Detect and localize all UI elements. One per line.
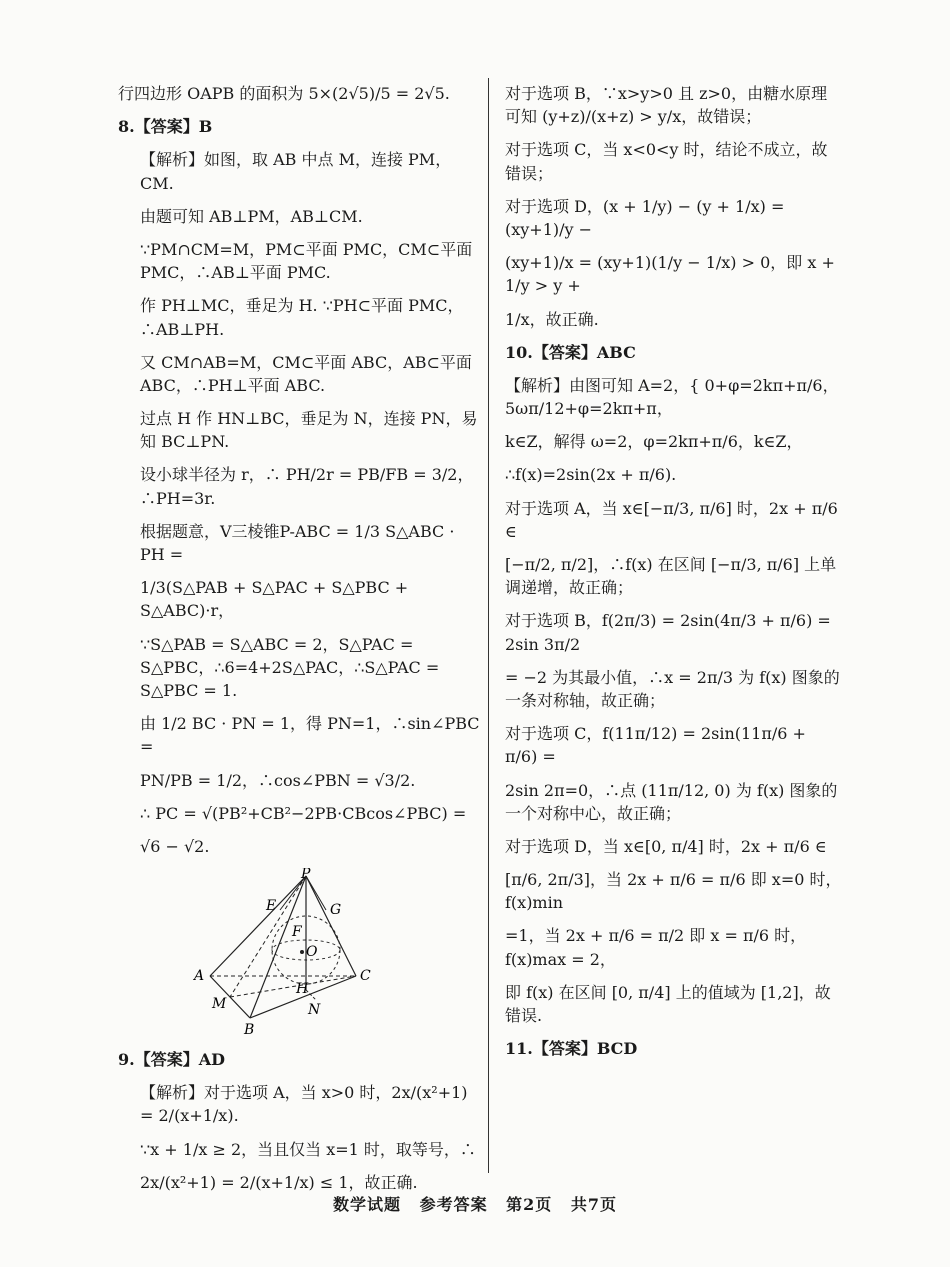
label-g: G <box>330 902 342 919</box>
page-footer <box>0 1192 950 1215</box>
footer-answer: 参考答案 <box>419 1195 488 1214</box>
text-line: 【解析】对于选项 A，当 x>0 时，2x/(x²+1) = 2/(x+1/x). <box>140 1083 468 1126</box>
text-line: PN/PB = 1/2，∴cos∠PBN = √3/2. <box>140 770 416 790</box>
text-line: 对于选项 D，当 x∈[0, π/4] 时，2x + π/6 ∈ <box>505 836 827 856</box>
text-line: 作 PH⊥MC，垂足为 H. ∵PH⊂平面 PMC，∴AB⊥PH. <box>140 296 464 339</box>
text-line: 2sin 2π=0，∴点 (11π/12, 0) 为 f(x) 图象的一个对称中心，故正确； <box>505 780 838 823</box>
pyramid-diagram <box>188 868 408 1038</box>
answer-q9: 9.【答案】AD <box>118 1050 225 1070</box>
label-f: F <box>292 924 302 941</box>
text-line: 行四边形 OAPB 的面积为 5×(2√5)/5 = 2√5. <box>118 84 450 103</box>
column-divider <box>488 78 489 1173</box>
text-line: 设小球半径为 r，∴ PH/2r = PB/FB = 3/2，∴PH=3r. <box>140 465 474 508</box>
text-line: √6 − √2. <box>140 836 210 856</box>
footer-subject: 数学试题 <box>332 1195 401 1214</box>
text-line: 【解析】如图，取 AB 中点 M，连接 PM，CM. <box>140 150 452 193</box>
text-line: 对于选项 C，当 x<0<y 时，结论不成立，故错误； <box>505 140 828 183</box>
text-line: 又 CM∩AB=M，CM⊂平面 ABC，AB⊂平面 ABC，∴PH⊥平面 ABC. <box>140 352 472 395</box>
text-line: 由题可知 AB⊥PM，AB⊥CM. <box>140 206 363 226</box>
label-h: H <box>296 981 309 998</box>
text-line: 根据题意，V三棱锥P-ABC = 1/3 S△ABC · PH = <box>140 521 455 564</box>
text-line: 1/x，故正确. <box>505 309 599 329</box>
text-line: 1/3(S△PAB + S△PAC + S△PBC + S△ABC)·r， <box>140 578 409 621</box>
footer-total: 共7页 <box>570 1195 618 1214</box>
label-c: C <box>360 968 371 985</box>
text-line: 对于选项 B，f(2π/3) = 2sin(4π/3 + π/6) = 2sin 3π/2 <box>505 611 831 654</box>
text-line: 对于选项 C，f(11π/12) = 2sin(11π/6 + π/6) = <box>505 724 806 767</box>
text-line: k∈Z，解得 ω=2，φ=2kπ+π/6，k∈Z， <box>505 432 803 452</box>
text-line: ∵x + 1/x ≥ 2，当且仅当 x=1 时，取等号，∴ <box>140 1139 476 1159</box>
text-line: 对于选项 A，当 x∈[−π/3, π/6] 时，2x + π/6 ∈ <box>505 498 838 541</box>
text-line: ∴f(x)=2sin(2x + π/6). <box>505 465 677 485</box>
label-b: B <box>244 1022 255 1039</box>
text-line: 过点 H 作 HN⊥BC，垂足为 N，连接 PN，易知 BC⊥PN. <box>140 409 478 452</box>
text-line: 对于选项 D，(x + 1/y) − (y + 1/x) = (xy+1)/y − <box>505 196 785 239</box>
footer-page: 第2页 <box>506 1195 553 1214</box>
label-e: E <box>266 898 277 915</box>
text-line: [−π/2, π/2]，∴f(x) 在区间 [−π/3, π/6] 上单调递增，故正确； <box>505 555 837 598</box>
label-o: O <box>306 944 318 961</box>
pyramid-figure <box>188 868 408 1038</box>
answer-q10: 10.【答案】ABC <box>505 342 636 362</box>
text-line: ∴ PC = √(PB²+CB²−2PB·CBcos∠PBC) = <box>140 803 467 823</box>
label-a: A <box>194 968 205 985</box>
text-line: 2x/(x²+1) = 2/(x+1/x) ≤ 1，故正确. <box>140 1172 418 1192</box>
label-m: M <box>212 996 227 1013</box>
label-p: P <box>301 868 311 883</box>
text-line: 【解析】由图可知 A=2，{ 0+φ=2kπ+π/6， 5ωπ/12+φ=2kπ+π， <box>505 375 839 419</box>
text-line: ∵S△PAB = S△ABC = 2，S△PAC = S△PBC，∴6=4+2S△PAC，∴S△PAC = S△PBC = 1. <box>140 634 440 700</box>
text-line: [π/6, 2π/3]，当 2x + π/6 = π/6 即 x=0 时，f(x)min <box>505 870 842 913</box>
text-line: =1，当 2x + π/6 = π/2 即 x = π/6 时，f(x)max = 2， <box>505 926 807 969</box>
left-column <box>118 82 480 1204</box>
text-line: (xy+1)/x = (xy+1)(1/y − 1/x) > 0，即 x + 1/y > y + <box>505 253 835 296</box>
text-line: 由 1/2 BC · PN = 1，得 PN=1，∴sin∠PBC = <box>140 714 480 757</box>
text-line: ∵PM∩CM=M，PM⊂平面 PMC，CM⊂平面 PMC，∴AB⊥平面 PMC. <box>140 239 473 283</box>
answer-q11: 11.【答案】BCD <box>505 1039 638 1059</box>
label-n: N <box>308 1002 321 1019</box>
right-column <box>505 82 843 1070</box>
answer-q8: 8.【答案】B <box>118 117 213 137</box>
text-line: 即 f(x) 在区间 [0, π/4] 上的值域为 [1,2]，故错误. <box>505 982 831 1025</box>
text-line: = −2 为其最小值，∴x = 2π/3 为 f(x) 图象的一条对称轴，故正确； <box>505 667 840 710</box>
text-line: 对于选项 B，∵x>y>0 且 z>0，由糖水原理可知 (y+z)/(x+z) > y/x，故错误； <box>505 84 828 127</box>
